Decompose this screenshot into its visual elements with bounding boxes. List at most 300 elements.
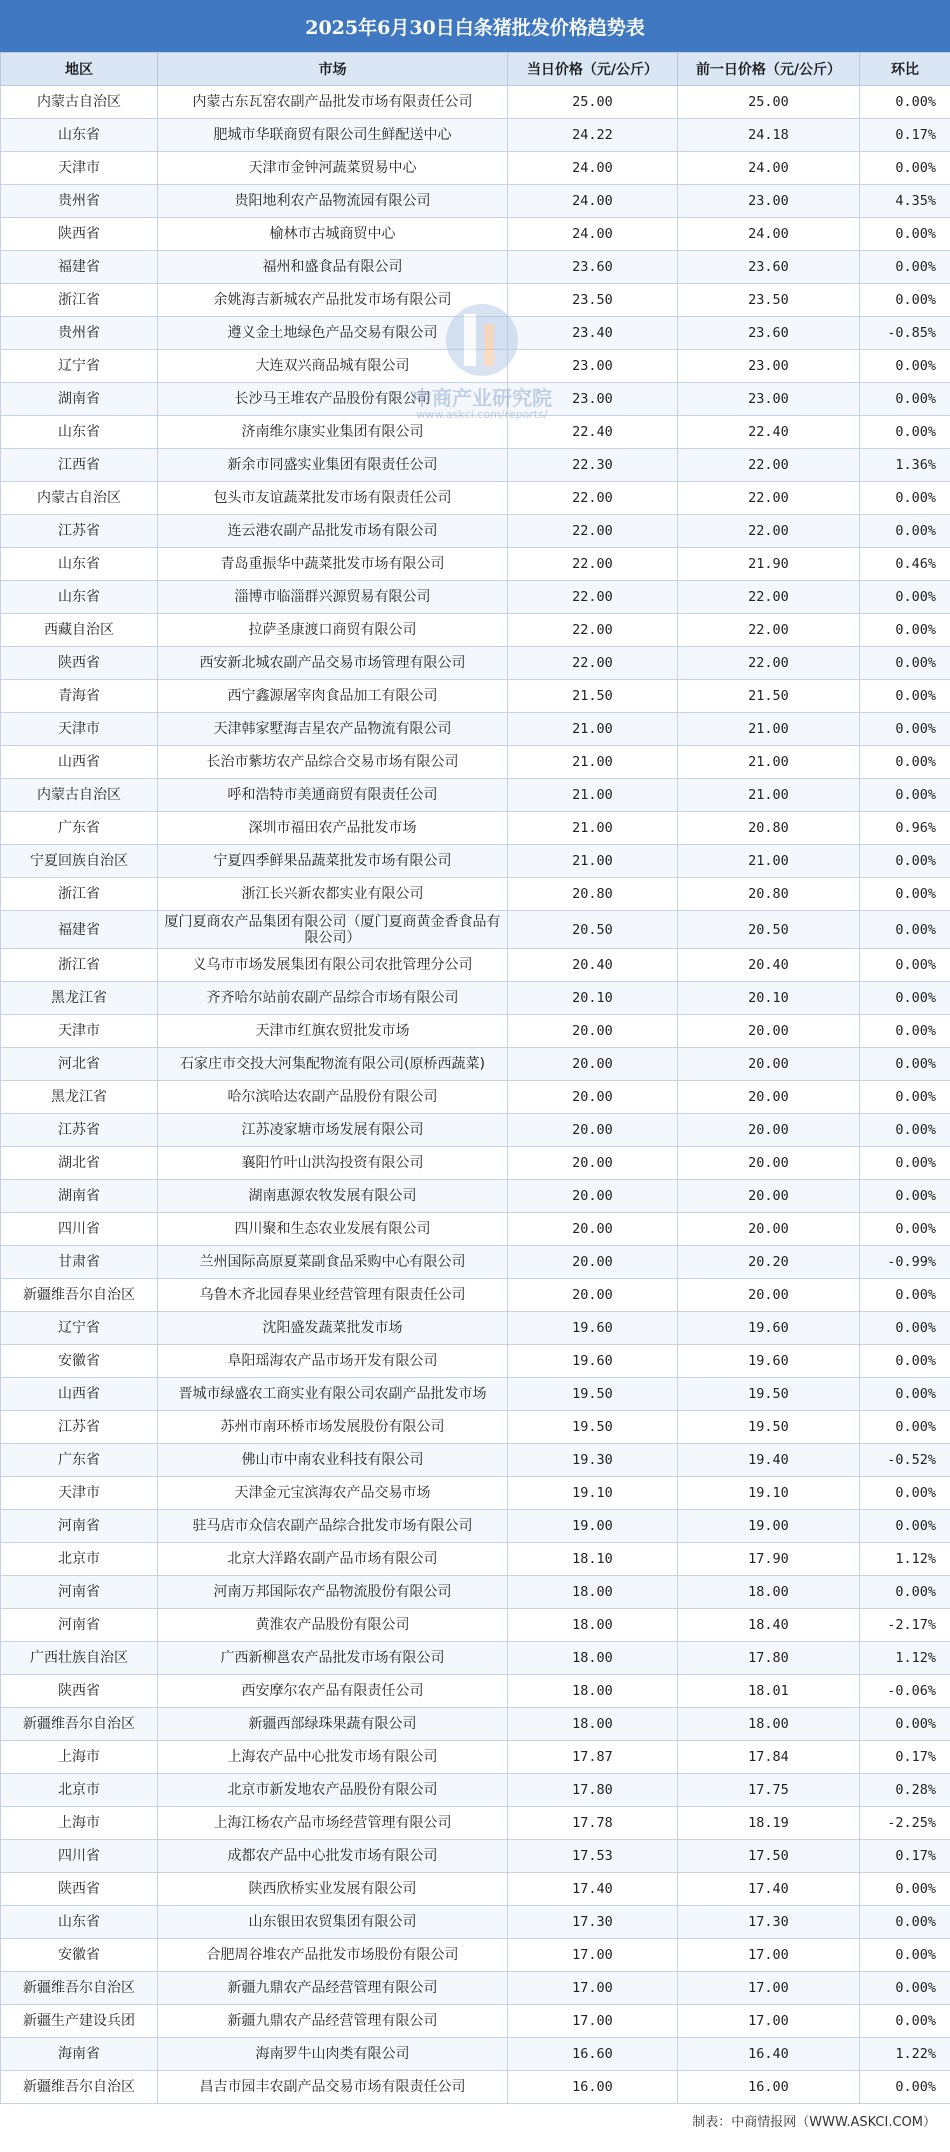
cell-region: 河北省 (1, 1048, 158, 1081)
cell-region: 广西壮族自治区 (1, 1642, 158, 1675)
cell-market: 青岛重振华中蔬菜批发市场有限公司 (158, 548, 508, 581)
table-row (1, 350, 950, 383)
cell-region: 内蒙古自治区 (1, 86, 158, 119)
cell-change: 0.00% (860, 1906, 950, 1939)
cell-today-price: 24.00 (508, 185, 678, 218)
cell-market: 河南万邦国际农产品物流股份有限公司 (158, 1576, 508, 1609)
table-row (1, 1279, 950, 1312)
cell-change: 0.00% (860, 1939, 950, 1972)
cell-today-price: 21.00 (508, 812, 678, 845)
table-row (1, 1147, 950, 1180)
cell-region: 甘肃省 (1, 1246, 158, 1279)
cell-change: 0.00% (860, 1972, 950, 2005)
cell-market: 贵阳地利农产品物流园有限公司 (158, 185, 508, 218)
cell-today-price: 16.60 (508, 2038, 678, 2071)
header-market: 市场 (158, 53, 508, 86)
cell-market: 天津市红旗农贸批发市场 (158, 1015, 508, 1048)
cell-change: -2.17% (860, 1609, 950, 1642)
cell-today-price: 20.00 (508, 1147, 678, 1180)
cell-today-price: 18.10 (508, 1543, 678, 1576)
cell-market: 乌鲁木齐北园春果业经营管理有限责任公司 (158, 1279, 508, 1312)
header-prev-price: 前一日价格（元/公斤） (678, 53, 860, 86)
cell-today-price: 22.00 (508, 647, 678, 680)
cell-change: 0.96% (860, 812, 950, 845)
cell-prev-price: 17.40 (678, 1873, 860, 1906)
cell-change: 0.00% (860, 251, 950, 284)
cell-change: 0.00% (860, 1147, 950, 1180)
cell-today-price: 20.40 (508, 949, 678, 982)
table-row (1, 1345, 950, 1378)
table-row (1, 1576, 950, 1609)
table-row (1, 1378, 950, 1411)
cell-region: 黑龙江省 (1, 982, 158, 1015)
table-row (1, 1246, 950, 1279)
cell-prev-price: 20.00 (678, 1213, 860, 1246)
cell-market: 西安新北城农副产品交易市场管理有限公司 (158, 647, 508, 680)
cell-change: 0.28% (860, 1774, 950, 1807)
table-row (1, 647, 950, 680)
cell-region: 北京市 (1, 1774, 158, 1807)
cell-prev-price: 20.80 (678, 878, 860, 911)
cell-today-price: 20.00 (508, 1279, 678, 1312)
table-row (1, 1939, 950, 1972)
table-row (1, 1675, 950, 1708)
cell-today-price: 20.00 (508, 1180, 678, 1213)
cell-prev-price: 21.00 (678, 845, 860, 878)
cell-region: 天津市 (1, 1477, 158, 1510)
cell-region: 安徽省 (1, 1345, 158, 1378)
cell-region: 浙江省 (1, 878, 158, 911)
cell-prev-price: 16.00 (678, 2071, 860, 2104)
table-body (1, 86, 950, 2104)
cell-region: 青海省 (1, 680, 158, 713)
cell-change: 1.12% (860, 1543, 950, 1576)
cell-market: 连云港农副产品批发市场有限公司 (158, 515, 508, 548)
cell-prev-price: 20.00 (678, 1180, 860, 1213)
cell-market: 黄淮农产品股份有限公司 (158, 1609, 508, 1642)
cell-market: 陕西欣桥实业发展有限公司 (158, 1873, 508, 1906)
cell-market: 北京市新发地农产品股份有限公司 (158, 1774, 508, 1807)
cell-market: 西宁鑫源屠宰肉食品加工有限公司 (158, 680, 508, 713)
table-row (1, 911, 950, 949)
cell-change: 0.00% (860, 284, 950, 317)
cell-prev-price: 22.00 (678, 515, 860, 548)
cell-region: 山东省 (1, 416, 158, 449)
cell-today-price: 20.00 (508, 1015, 678, 1048)
cell-market: 海南罗牛山肉类有限公司 (158, 2038, 508, 2071)
cell-prev-price: 22.00 (678, 482, 860, 515)
cell-change: 0.00% (860, 416, 950, 449)
cell-change: 1.36% (860, 449, 950, 482)
cell-today-price: 20.00 (508, 1114, 678, 1147)
table-row (1, 119, 950, 152)
cell-market: 内蒙古东瓦窑农副产品批发市场有限责任公司 (158, 86, 508, 119)
cell-change: 0.00% (860, 218, 950, 251)
cell-today-price: 18.00 (508, 1708, 678, 1741)
cell-today-price: 21.00 (508, 779, 678, 812)
cell-today-price: 17.30 (508, 1906, 678, 1939)
table-row (1, 1972, 950, 2005)
cell-prev-price: 20.50 (678, 911, 860, 949)
cell-change: 0.00% (860, 1015, 950, 1048)
cell-today-price: 17.78 (508, 1807, 678, 1840)
cell-today-price: 19.10 (508, 1477, 678, 1510)
cell-change: 0.00% (860, 680, 950, 713)
cell-market: 湖南惠源农牧发展有限公司 (158, 1180, 508, 1213)
cell-today-price: 23.50 (508, 284, 678, 317)
cell-region: 湖南省 (1, 1180, 158, 1213)
cell-region: 四川省 (1, 1213, 158, 1246)
cell-prev-price: 20.80 (678, 812, 860, 845)
cell-today-price: 22.30 (508, 449, 678, 482)
cell-change: 0.00% (860, 1411, 950, 1444)
cell-market: 厦门夏商农产品集团有限公司（厦门夏商黄金香食品有限公司） (158, 911, 508, 949)
table-row (1, 1477, 950, 1510)
cell-change: 0.00% (860, 1576, 950, 1609)
cell-market: 遵义金土地绿色产品交易有限公司 (158, 317, 508, 350)
cell-change: 0.00% (860, 482, 950, 515)
cell-region: 黑龙江省 (1, 1081, 158, 1114)
cell-today-price: 24.22 (508, 119, 678, 152)
cell-change: 0.00% (860, 647, 950, 680)
cell-market: 福州和盛食品有限公司 (158, 251, 508, 284)
cell-today-price: 22.00 (508, 548, 678, 581)
cell-change: 0.00% (860, 1345, 950, 1378)
cell-market: 天津金元宝滨海农产品交易市场 (158, 1477, 508, 1510)
cell-today-price: 23.00 (508, 350, 678, 383)
table-row (1, 1609, 950, 1642)
cell-region: 贵州省 (1, 317, 158, 350)
cell-market: 山东银田农贸集团有限公司 (158, 1906, 508, 1939)
table-row (1, 1840, 950, 1873)
cell-today-price: 17.00 (508, 1972, 678, 2005)
cell-today-price: 25.00 (508, 86, 678, 119)
table-row (1, 746, 950, 779)
table-row (1, 515, 950, 548)
cell-prev-price: 21.90 (678, 548, 860, 581)
cell-region: 天津市 (1, 1015, 158, 1048)
cell-prev-price: 23.00 (678, 185, 860, 218)
cell-market: 北京大洋路农副产品市场有限公司 (158, 1543, 508, 1576)
cell-change: 0.00% (860, 1114, 950, 1147)
table-row (1, 581, 950, 614)
cell-prev-price: 20.00 (678, 1015, 860, 1048)
cell-prev-price: 17.84 (678, 1741, 860, 1774)
cell-today-price: 20.00 (508, 1048, 678, 1081)
cell-change: -0.85% (860, 317, 950, 350)
cell-region: 北京市 (1, 1543, 158, 1576)
cell-prev-price: 20.00 (678, 1147, 860, 1180)
cell-change: 1.12% (860, 1642, 950, 1675)
cell-today-price: 18.00 (508, 1675, 678, 1708)
cell-change: 4.35% (860, 185, 950, 218)
cell-region: 上海市 (1, 1807, 158, 1840)
header-today-price: 当日价格（元/公斤） (508, 53, 678, 86)
cell-change: 0.00% (860, 746, 950, 779)
cell-region: 安徽省 (1, 1939, 158, 1972)
cell-today-price: 22.00 (508, 482, 678, 515)
cell-change: 0.46% (860, 548, 950, 581)
cell-change: 1.22% (860, 2038, 950, 2071)
cell-market: 肥城市华联商贸有限公司生鲜配送中心 (158, 119, 508, 152)
cell-prev-price: 19.50 (678, 1411, 860, 1444)
table-row (1, 982, 950, 1015)
cell-prev-price: 17.00 (678, 1972, 860, 2005)
cell-market: 晋城市绿盛农工商实业有限公司农副产品批发市场 (158, 1378, 508, 1411)
cell-market: 大连双兴商品城有限公司 (158, 350, 508, 383)
table-row (1, 614, 950, 647)
cell-today-price: 18.00 (508, 1642, 678, 1675)
cell-region: 浙江省 (1, 284, 158, 317)
cell-change: 0.00% (860, 845, 950, 878)
cell-change: 0.00% (860, 581, 950, 614)
table-title: 2025年6月30日白条猪批发价格趋势表 (0, 0, 950, 52)
cell-region: 河南省 (1, 1609, 158, 1642)
cell-change: 0.00% (860, 1708, 950, 1741)
cell-change: 0.00% (860, 86, 950, 119)
table-row (1, 1444, 950, 1477)
cell-prev-price: 20.00 (678, 1081, 860, 1114)
cell-change: 0.00% (860, 1477, 950, 1510)
cell-change: 0.00% (860, 949, 950, 982)
cell-market: 济南维尔康实业集团有限公司 (158, 416, 508, 449)
cell-market: 成都农产品中心批发市场有限公司 (158, 1840, 508, 1873)
cell-change: 0.17% (860, 119, 950, 152)
cell-prev-price: 17.00 (678, 1939, 860, 1972)
cell-prev-price: 17.80 (678, 1642, 860, 1675)
cell-prev-price: 19.60 (678, 1312, 860, 1345)
cell-prev-price: 23.00 (678, 383, 860, 416)
cell-prev-price: 20.10 (678, 982, 860, 1015)
cell-region: 内蒙古自治区 (1, 779, 158, 812)
cell-today-price: 20.50 (508, 911, 678, 949)
cell-region: 宁夏回族自治区 (1, 845, 158, 878)
table-row (1, 416, 950, 449)
cell-prev-price: 16.40 (678, 2038, 860, 2071)
table-row (1, 2005, 950, 2038)
cell-change: -0.52% (860, 1444, 950, 1477)
cell-prev-price: 18.00 (678, 1576, 860, 1609)
header-region: 地区 (1, 53, 158, 86)
table-row (1, 284, 950, 317)
price-table (0, 52, 950, 2104)
cell-region: 湖南省 (1, 383, 158, 416)
table-row (1, 1642, 950, 1675)
cell-market: 新疆九鼎农产品经营管理有限公司 (158, 1972, 508, 2005)
cell-prev-price: 22.00 (678, 449, 860, 482)
cell-prev-price: 23.00 (678, 350, 860, 383)
cell-change: -0.06% (860, 1675, 950, 1708)
table-row (1, 949, 950, 982)
cell-today-price: 24.00 (508, 218, 678, 251)
table-row (1, 548, 950, 581)
cell-region: 河南省 (1, 1510, 158, 1543)
cell-prev-price: 19.00 (678, 1510, 860, 1543)
table-row (1, 1213, 950, 1246)
cell-change: -2.25% (860, 1807, 950, 1840)
cell-change: 0.00% (860, 982, 950, 1015)
cell-market: 兰州国际高原夏菜副食品采购中心有限公司 (158, 1246, 508, 1279)
cell-today-price: 20.00 (508, 1246, 678, 1279)
table-row (1, 1015, 950, 1048)
table-row (1, 680, 950, 713)
cell-region: 辽宁省 (1, 1312, 158, 1345)
cell-region: 贵州省 (1, 185, 158, 218)
cell-change: 0.00% (860, 350, 950, 383)
table-row (1, 1048, 950, 1081)
cell-region: 陕西省 (1, 218, 158, 251)
table-row (1, 1873, 950, 1906)
table-row (1, 1411, 950, 1444)
cell-region: 陕西省 (1, 1873, 158, 1906)
cell-market: 浙江长兴新农都实业有限公司 (158, 878, 508, 911)
cell-change: 0.00% (860, 1180, 950, 1213)
cell-change: 0.00% (860, 152, 950, 185)
table-row (1, 1906, 950, 1939)
cell-today-price: 17.00 (508, 1939, 678, 1972)
cell-change: 0.00% (860, 1378, 950, 1411)
cell-market: 上海农产品中心批发市场有限公司 (158, 1741, 508, 1774)
cell-region: 天津市 (1, 713, 158, 746)
cell-region: 江苏省 (1, 515, 158, 548)
cell-prev-price: 22.40 (678, 416, 860, 449)
cell-region: 江苏省 (1, 1114, 158, 1147)
cell-prev-price: 23.60 (678, 317, 860, 350)
cell-market: 呼和浩特市美通商贸有限责任公司 (158, 779, 508, 812)
cell-change: 0.00% (860, 1048, 950, 1081)
table-row (1, 185, 950, 218)
cell-market: 拉萨圣康渡口商贸有限公司 (158, 614, 508, 647)
table-row (1, 2038, 950, 2071)
cell-region: 新疆维吾尔自治区 (1, 1708, 158, 1741)
cell-today-price: 19.60 (508, 1345, 678, 1378)
cell-today-price: 23.40 (508, 317, 678, 350)
table-row (1, 1312, 950, 1345)
cell-today-price: 22.00 (508, 614, 678, 647)
table-row (1, 1708, 950, 1741)
cell-prev-price: 20.40 (678, 949, 860, 982)
table-row (1, 878, 950, 911)
cell-today-price: 21.00 (508, 746, 678, 779)
cell-prev-price: 21.00 (678, 746, 860, 779)
cell-today-price: 18.00 (508, 1609, 678, 1642)
cell-today-price: 22.00 (508, 581, 678, 614)
cell-change: 0.00% (860, 779, 950, 812)
footer-credit: 制表：中商情报网（WWW.ASKCI.COM） (692, 2114, 936, 2130)
cell-change: 0.00% (860, 1312, 950, 1345)
cell-today-price: 22.00 (508, 515, 678, 548)
header-row (1, 53, 950, 86)
cell-change: 0.00% (860, 614, 950, 647)
cell-market: 西安摩尔农产品有限责任公司 (158, 1675, 508, 1708)
cell-region: 陕西省 (1, 647, 158, 680)
cell-today-price: 21.00 (508, 713, 678, 746)
cell-change: -0.99% (860, 1246, 950, 1279)
cell-prev-price: 23.60 (678, 251, 860, 284)
cell-market: 四川聚和生态农业发展有限公司 (158, 1213, 508, 1246)
cell-region: 山东省 (1, 581, 158, 614)
cell-today-price: 21.50 (508, 680, 678, 713)
cell-prev-price: 20.00 (678, 1048, 860, 1081)
cell-market: 江苏凌家塘市场发展有限公司 (158, 1114, 508, 1147)
cell-change: 0.00% (860, 515, 950, 548)
table-row (1, 1774, 950, 1807)
cell-region: 山东省 (1, 548, 158, 581)
cell-region: 天津市 (1, 152, 158, 185)
cell-region: 广东省 (1, 1444, 158, 1477)
cell-market: 榆林市古城商贸中心 (158, 218, 508, 251)
table-row (1, 779, 950, 812)
cell-prev-price: 18.00 (678, 1708, 860, 1741)
cell-region: 新疆维吾尔自治区 (1, 1279, 158, 1312)
cell-prev-price: 17.00 (678, 2005, 860, 2038)
cell-market: 石家庄市交投大河集配物流有限公司(原桥西蔬菜) (158, 1048, 508, 1081)
cell-change: 0.00% (860, 1873, 950, 1906)
table-row (1, 449, 950, 482)
cell-market: 新疆西部绿珠果蔬有限公司 (158, 1708, 508, 1741)
cell-today-price: 17.80 (508, 1774, 678, 1807)
cell-today-price: 19.00 (508, 1510, 678, 1543)
cell-prev-price: 21.50 (678, 680, 860, 713)
cell-prev-price: 21.00 (678, 713, 860, 746)
cell-change: 0.17% (860, 1840, 950, 1873)
watermark-text: 中商产业研究院 (412, 386, 552, 410)
table-row (1, 1741, 950, 1774)
cell-region: 新疆维吾尔自治区 (1, 2071, 158, 2104)
cell-region: 江苏省 (1, 1411, 158, 1444)
cell-region: 福建省 (1, 251, 158, 284)
cell-today-price: 17.87 (508, 1741, 678, 1774)
cell-prev-price: 22.00 (678, 614, 860, 647)
cell-market: 长治市紫坊农产品综合交易市场有限公司 (158, 746, 508, 779)
cell-today-price: 18.00 (508, 1576, 678, 1609)
cell-region: 广东省 (1, 812, 158, 845)
cell-prev-price: 19.10 (678, 1477, 860, 1510)
cell-region: 内蒙古自治区 (1, 482, 158, 515)
cell-region: 陕西省 (1, 1675, 158, 1708)
cell-prev-price: 17.30 (678, 1906, 860, 1939)
cell-prev-price: 17.75 (678, 1774, 860, 1807)
cell-prev-price: 24.00 (678, 218, 860, 251)
cell-change: 0.00% (860, 1213, 950, 1246)
cell-prev-price: 20.00 (678, 1279, 860, 1312)
cell-market: 包头市友谊蔬菜批发市场有限责任公司 (158, 482, 508, 515)
cell-today-price: 21.00 (508, 845, 678, 878)
table-row (1, 317, 950, 350)
cell-today-price: 17.00 (508, 2005, 678, 2038)
cell-prev-price: 24.00 (678, 152, 860, 185)
cell-today-price: 20.10 (508, 982, 678, 1015)
table-row (1, 2071, 950, 2104)
cell-today-price: 23.00 (508, 383, 678, 416)
cell-market: 天津韩家墅海吉星农产品物流有限公司 (158, 713, 508, 746)
cell-market: 余姚海吉新城农产品批发市场有限公司 (158, 284, 508, 317)
cell-market: 上海江杨农产品市场经营管理有限公司 (158, 1807, 508, 1840)
table-row (1, 1081, 950, 1114)
cell-market: 新余市同盛实业集团有限责任公司 (158, 449, 508, 482)
cell-today-price: 24.00 (508, 152, 678, 185)
table-row (1, 152, 950, 185)
cell-region: 上海市 (1, 1741, 158, 1774)
cell-region: 江西省 (1, 449, 158, 482)
cell-prev-price: 21.00 (678, 779, 860, 812)
header-change: 环比 (860, 53, 950, 86)
cell-prev-price: 18.01 (678, 1675, 860, 1708)
cell-region: 山东省 (1, 119, 158, 152)
table-row (1, 1180, 950, 1213)
table-row (1, 812, 950, 845)
table-row (1, 845, 950, 878)
